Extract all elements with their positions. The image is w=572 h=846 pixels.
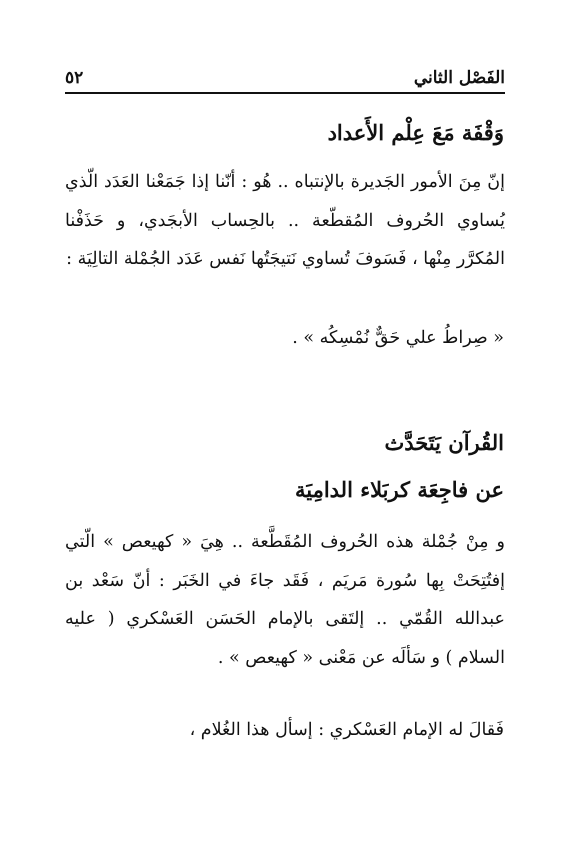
quote-line: « صِراطُ علي حَقٌّ نُمْسِكُه » . (292, 328, 504, 348)
page-number: ٥٢ (65, 68, 84, 88)
chapter-title: الفَصْل الثاني (413, 68, 505, 88)
karbala-paragraph: و مِنْ جُمْلة هذه الحُروف المُقَطَّعة .. هِيَ « كهيعص » الّتي إفتُتِحَتْ بِها سُورة مَريَم ، فَقَد جاءَ في الخَبَر : أنّ سَعْد بن عبدالله القُمّي .. إلتَقى بالإمام الحَسَن العَسْكري ( عليه السلام ) و سَألَه عن مَعْنى « كهيعص » . (65, 532, 505, 668)
section-heading-numbers: وَقْفَة مَعَ عِلْم الأَعداد (327, 120, 504, 145)
section-subheading-karbala: عن فاجِعَة كربَلاء الدامِيَة (294, 477, 504, 502)
running-header (65, 54, 505, 88)
closing-line: فَقالَ له الإمام العَسْكري : إسأل هذا الغُلام ، (189, 720, 504, 740)
numbers-paragraph: إنّ مِنَ الأمور الجَديرة بالإنتباه .. هُو : أنّنا إذا جَمَعْنا العَدَد الّذي يُساوي الحُروف المُقطّعة .. بالحِساب الأبجَدي، و حَذَفْنا المُكرَّر مِنْها ، فَسَوفَ تُساوي نَتيجَتُها نَفس عَدَد الجُمْلة التالِيَة : (65, 172, 505, 269)
header-rule (65, 92, 505, 94)
section-heading-quran: القُرآن يَتَحَدَّث (384, 430, 504, 455)
